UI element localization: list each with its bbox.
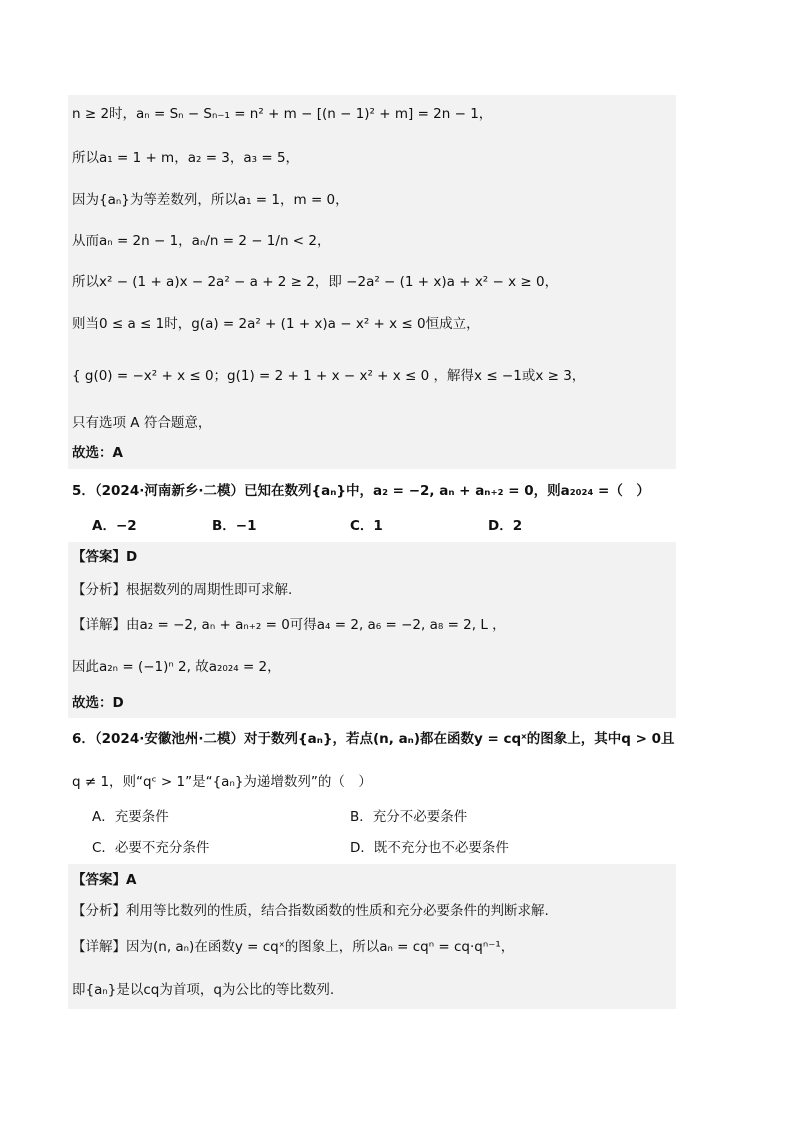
q5-option-d: D．2 bbox=[488, 518, 523, 534]
q5-stem: 5．（2024·河南新乡·二模）已知在数列{aₙ}中，a₂ = −2, aₙ + aₙ₊₂ = 0，则a₂₀₂₄ =（ ） bbox=[72, 483, 650, 499]
q6-answer: 【答案】A bbox=[72, 872, 137, 888]
q4-line-3: 因为{aₙ}为等差数列，所以a₁ = 1，m = 0， bbox=[72, 192, 349, 208]
q4-line-5: 所以x² − (1 + a)x − 2a² − a + 2 ≥ 2，即 −2a² − (1 + x)a + x² − x ≥ 0， bbox=[72, 274, 559, 290]
q6-detail: 【详解】因为(n, aₙ)在函数y = cqˣ的图象上，所以aₙ = cqⁿ = cq·qⁿ⁻¹， bbox=[72, 939, 515, 955]
q6-option-a: A．充要条件 bbox=[92, 809, 169, 825]
q6-option-d: D．既不充分也不必要条件 bbox=[350, 840, 509, 856]
q6-stem-line-2: q ≠ 1，则“qᶜ > 1”是“{aₙ}为递增数列”的（ ） bbox=[72, 774, 372, 790]
q5-answer: 【答案】D bbox=[72, 549, 138, 565]
q5-choice: 故选：D bbox=[72, 695, 124, 711]
q5-detail-2: 因此a₂ₙ = (−1)ⁿ 2, 故a₂₀₂₄ = 2， bbox=[72, 659, 281, 675]
q5-option-b: B．−1 bbox=[212, 518, 257, 534]
q5-option-a: A．−2 bbox=[92, 518, 137, 534]
q4-line-7: { g(0) = −x² + x ≤ 0；g(1) = 2 + 1 + x − x² + x ≤ 0 ，解得x ≤ −1或x ≥ 3， bbox=[72, 368, 586, 384]
q4-line-4: 从而aₙ = 2n − 1，aₙ/n = 2 − 1/n < 2， bbox=[72, 233, 331, 249]
q4-line-8: 只有选项 A 符合题意， bbox=[72, 415, 212, 431]
q5-analysis: 【分析】根据数列的周期性即可求解. bbox=[72, 582, 293, 598]
q6-detail-2: 即{aₙ}是以cq为首项，q为公比的等比数列. bbox=[72, 982, 335, 998]
q4-choice: 故选：A bbox=[72, 445, 123, 461]
q5-option-c: C．1 bbox=[350, 518, 383, 534]
q4-line-6: 则当0 ≤ a ≤ 1时，g(a) = 2a² + (1 + x)a − x² + x ≤ 0恒成立， bbox=[72, 316, 480, 332]
q4-line-1: n ≥ 2时，aₙ = Sₙ − Sₙ₋₁ = n² + m − [(n − 1)² + m] = 2n − 1， bbox=[72, 106, 493, 122]
q5-detail: 【详解】由a₂ = −2, aₙ + aₙ₊₂ = 0可得a₄ = 2, a₆ = −2, a₈ = 2, L ， bbox=[72, 617, 506, 633]
q6-option-c: C．必要不充分条件 bbox=[92, 840, 210, 856]
q6-analysis: 【分析】利用等比数列的性质，结合指数函数的性质和充分必要条件的判断求解. bbox=[72, 903, 549, 919]
q6-option-b: B．充分不必要条件 bbox=[350, 809, 468, 825]
q6-stem-line-1: 6．（2024·安徽池州·二模）对于数列{aₙ}，若点(n, aₙ)都在函数y = cqˣ的图象上，其中q > 0且 bbox=[72, 731, 675, 747]
q4-line-2: 所以a₁ = 1 + m，a₂ = 3，a₃ = 5， bbox=[72, 150, 300, 166]
